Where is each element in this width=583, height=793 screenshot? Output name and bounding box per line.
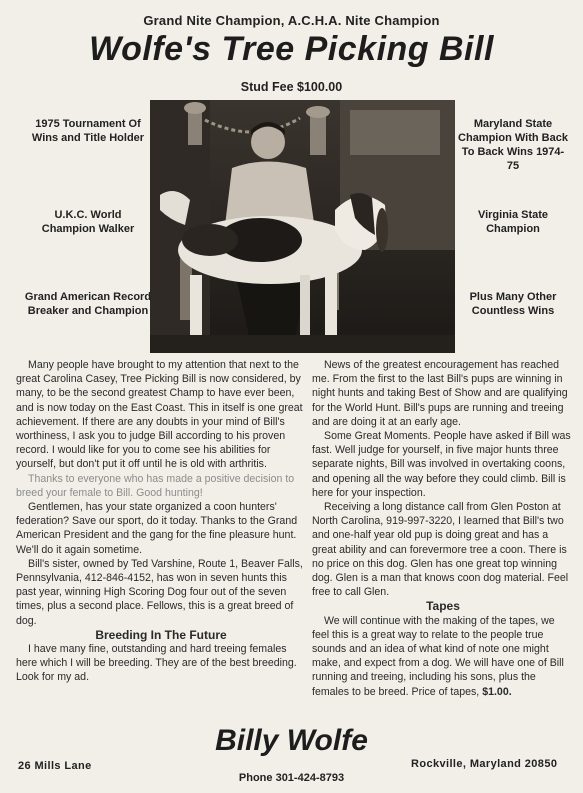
heading-tapes: Tapes (426, 599, 460, 614)
tapes-price: $1.00. (482, 685, 512, 698)
dog-and-owner-photo (150, 100, 455, 353)
paragraph-bills-sister: Bill's sister, owned by Ted Varshine, Route 1, Beaver Falls, Pennsylvania, 412-846-4152, has won in seven hunts this past year, winning High Scoring Dog four out of the seven times, plus a second place. Fellows, this is a great breed of dog. (16, 557, 303, 627)
paragraph-tapes (312, 614, 574, 699)
paragraph-considered-second-greatest: Many people have brought to my attention that next to the great Carolina Casey, Tree Picking Bill is now considered, by many, to be the second greatest Champ to have ever been, and is now today on the East Coast. This in itself is one great achievement. If there are any doubts in your mind of Bill's worthiness, I ask you to judge Bill according to his proven record. I would like for you to come see his abilities for yourself, but don't put it off until he is old with arthritis. (16, 359, 303, 471)
tapes-text: We will continue with the making of the tapes, we feel this is a great way to relate to the people true sounds and an idea of what kind of note one might make, and expect from a dog. We will have one of Bill running and treeing, including his sons, plus the females to be breed. Price of tapes, (312, 614, 564, 698)
title-1975-tournament: 1975 Tournament Of Wins and Title Holder (31, 118, 145, 144)
paragraph-glen-poston: Receiving a long distance call from Glen Poston at North Carolina, 919-997-3220, I learned that Bill's two and one-half year old pup is doing great and has a great ability and can forevermore tree a coon. There is no price on this dog. Glen has one great top winning dog. Glen is a man that knows coon dog material. Feel free to call Glen. (312, 501, 569, 599)
stud-fee: Stud Fee $100.00 (240, 80, 343, 94)
left-article-column (16, 358, 306, 685)
title-grand-american: Grand American Record Breaker and Champion (24, 291, 152, 317)
page-title: Wolfe's Tree Picking Bill (89, 30, 494, 68)
city-state-zip: Rockville, Maryland 20850 (411, 758, 558, 770)
right-article-column (312, 358, 574, 699)
paragraph-federation: Gentlemen, has your state organized a coon hunters' federation? Save our sport, do it today. Thanks to the Grand American President and the gang for the fine pleasure hunt. We'll do it again sometime. (16, 501, 298, 556)
paragraph-thanks: Thanks to everyone who has made a positive decision to breed your female to Bill. Good hunting! (16, 472, 295, 499)
phone-number: Phone 301-424-8793 (238, 772, 345, 784)
title-maryland-state: Maryland State Champion With Back To Back Wins 1974-75 (458, 118, 568, 172)
heading-breeding-in-the-future: Breeding In The Future (95, 627, 227, 642)
paragraph-pups-winning: News of the greatest encouragement has reached me. From the first to the last Bill's pups are winning in night hunts and taking Best of Show and are qualifying for the World Hunt. Bill's pups are running and treeing and are doing it at an early age. (312, 359, 568, 428)
paragraph-great-moments: Some Great Moments. People have asked if Bill was fast. Well judge for yourself, in five major hunts three separate nights, Bill was involved in overtaking coons, and opening all the way before they could climb. Bill is here for your inspection. (312, 430, 571, 499)
paragraph-females: I have many fine, outstanding and hard treeing females here which I will be breeding. They are of the best breeding. Look for my ad. (16, 643, 297, 684)
owner-name: Billy Wolfe (215, 724, 368, 757)
photo-illustration (150, 100, 455, 353)
title-ukc-world-champion: U.K.C. World Champion Walker (41, 209, 135, 235)
title-virginia-state: Virginia State Champion (477, 209, 549, 235)
title-countless-wins: Plus Many Other Countless Wins (469, 291, 557, 317)
subtitle-championships: Grand Nite Champion, A.C.H.A. Nite Champion (143, 13, 440, 28)
street-address: 26 Mills Lane (18, 760, 92, 772)
